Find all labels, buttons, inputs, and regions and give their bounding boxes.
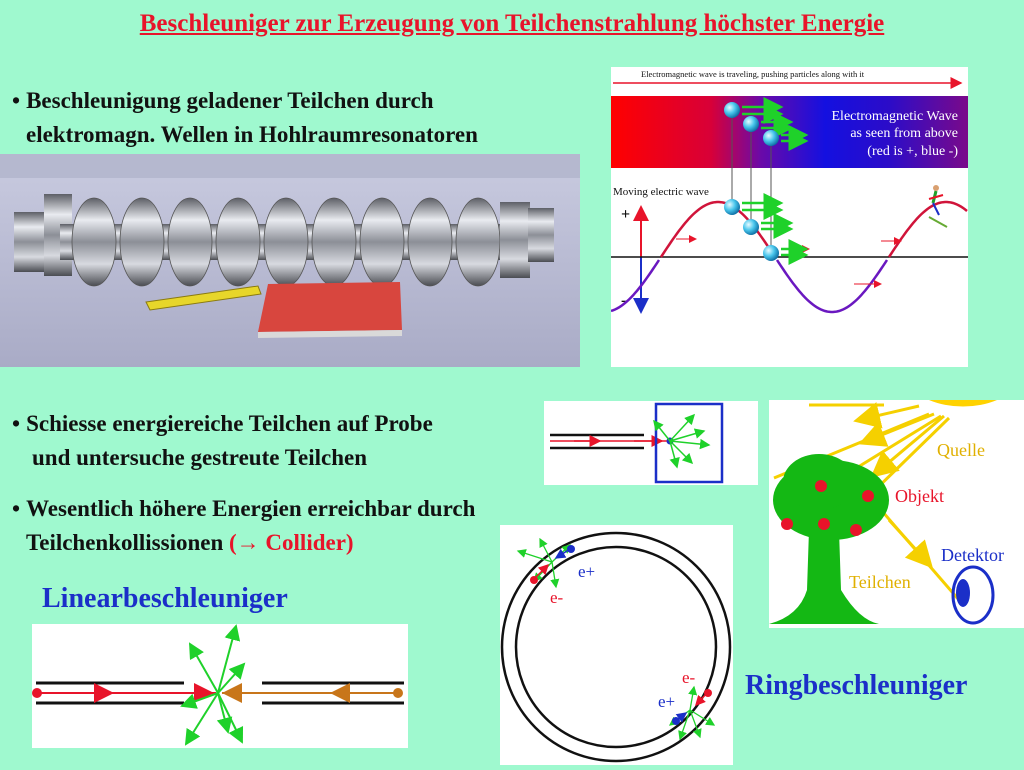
cavity-cell [216, 198, 260, 286]
bullet-dot: • [12, 411, 21, 436]
source-object-detector-figure [769, 400, 1024, 628]
label-teilchen: Teilchen [849, 572, 911, 592]
cavity-cell [120, 198, 164, 286]
plus-sign: + [621, 206, 631, 223]
cavity-cell [72, 198, 116, 286]
bullet-3-line-1: Wesentlich höhere Energien erreichbar durch [26, 496, 476, 521]
bullet-1-line-1: Beschleunigung geladener Teilchen durch [26, 88, 434, 113]
linear-accelerator-label: Linearbeschleuniger [42, 583, 288, 614]
linear-collider-figure [32, 624, 408, 748]
moving-wave-label: Moving electric wave [613, 186, 709, 198]
minus-sign: - [621, 292, 627, 309]
bullet-collider [12, 492, 475, 560]
target-scatter-figure [544, 401, 758, 485]
cavity-photo [0, 154, 580, 367]
cavity-cell [168, 198, 212, 286]
band-label-1: Electromagnetic Wave [831, 109, 958, 124]
bullet-3-line-2: Teilchenkollissionen [26, 530, 224, 555]
bullet-dot: • [12, 88, 21, 113]
bullet-2-line-2: und untersuche gestreute Teilchen [32, 445, 368, 470]
ring-e-minus-top: e- [550, 588, 564, 607]
cavity-cell [264, 198, 308, 286]
wave-top-caption: Electromagnetic wave is traveling, pushing particles along with it [641, 69, 865, 79]
band-label-2: as seen from above [850, 126, 958, 141]
bullet-acceleration [12, 84, 478, 152]
ring-collider-figure [500, 525, 733, 765]
cavity-cell [312, 198, 356, 286]
em-wave-figure [611, 67, 968, 367]
bullet-scattering [12, 407, 433, 475]
ring-e-minus-bottom: e- [682, 668, 696, 687]
bullet-dot: • [12, 496, 21, 521]
collider-note: (→ Collider) [229, 530, 354, 555]
band-label-3: (red is +, blue -) [867, 144, 958, 159]
ring-accelerator-label: Ringbeschleuniger [745, 670, 968, 701]
page-title: Beschleuniger zur Erzeugung von Teilchenstrahlung höchster Energie [139, 10, 885, 37]
cavity-cell [360, 198, 404, 286]
bullet-1-line-2: elektromagn. Wellen in Hohlraumresonatoren [26, 122, 478, 147]
label-objekt: Objekt [895, 486, 944, 506]
label-detektor: Detektor [941, 545, 1004, 565]
ring-e-plus-top: e+ [578, 562, 596, 581]
cavity-cell [408, 198, 452, 286]
bullet-2-line-1: Schiesse energiereiche Teilchen auf Probe [26, 411, 433, 436]
ring-e-plus-bottom: e+ [658, 692, 676, 711]
cavity-cell [456, 198, 500, 286]
label-quelle: Quelle [937, 440, 985, 460]
